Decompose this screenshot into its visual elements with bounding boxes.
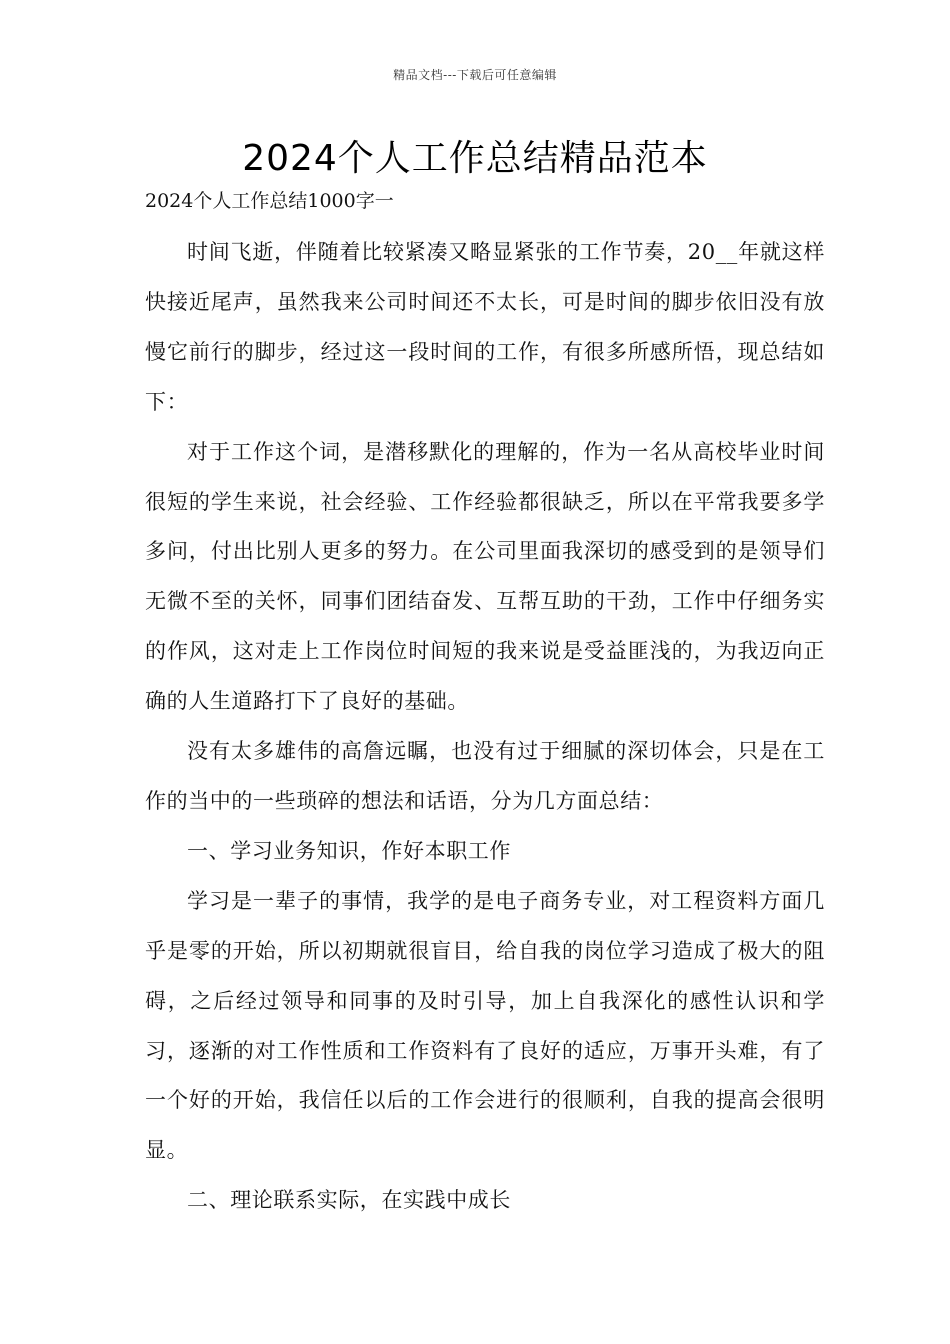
section-heading-2: 二、理论联系实际，在实践中成长 (187, 1188, 511, 1213)
header-note: 精品文档---下载后可任意编辑 (393, 68, 557, 82)
document-title: 2024个人工作总结精品范本 (242, 138, 708, 179)
paragraph-intro: 时间飞逝，伴随着比较紧凑又略显紧张的工作节奏，20__年就这样快接近尾声，虽然我来公司时间还不太长，可是时间的脚步依旧没有放慢它前行的脚步，经过这一段时间的工作，有很多所感所悟，现总结如下： (145, 240, 825, 414)
paragraph-section-1: 学习是一辈子的事情，我学的是电子商务专业，对工程资料方面几乎是零的开始，所以初期就很盲目，给自我的岗位学习造成了极大的阻碍，之后经过领导和同事的及时引导，加上自我深化的感性认识和学习，逐渐的对工作性质和工作资料有了良好的适应，万事开头难，有了一个好的开始，我信任以后的工作会进行的很顺利，自我的提高会很明显。 (145, 888, 825, 1163)
section-heading-1: 一、学习业务知识，作好本职工作 (187, 838, 511, 863)
document-body (145, 228, 825, 1226)
paragraph-summary-lead: 没有太多雄伟的高詹远瞩，也没有过于细腻的深切体会，只是在工作的当中的一些琐碎的想法和话语，分为几方面总结： (145, 739, 825, 813)
paragraph-work-understanding: 对于工作这个词，是潜移默化的理解的，作为一名从高校毕业时间很短的学生来说，社会经验、工作经验都很缺乏，所以在平常我要多学多问，付出比别人更多的努力。在公司里面我深切的感受到的是领导们无微不至的关怀，同事们团结奋发、互帮互助的干劲，工作中仔细务实的作风，这对走上工作岗位时间短的我来说是受益匪浅的，为我迈向正确的人生道路打下了良好的基础。 (145, 439, 825, 714)
document-subtitle: 2024个人工作总结1000字一 (145, 190, 394, 212)
